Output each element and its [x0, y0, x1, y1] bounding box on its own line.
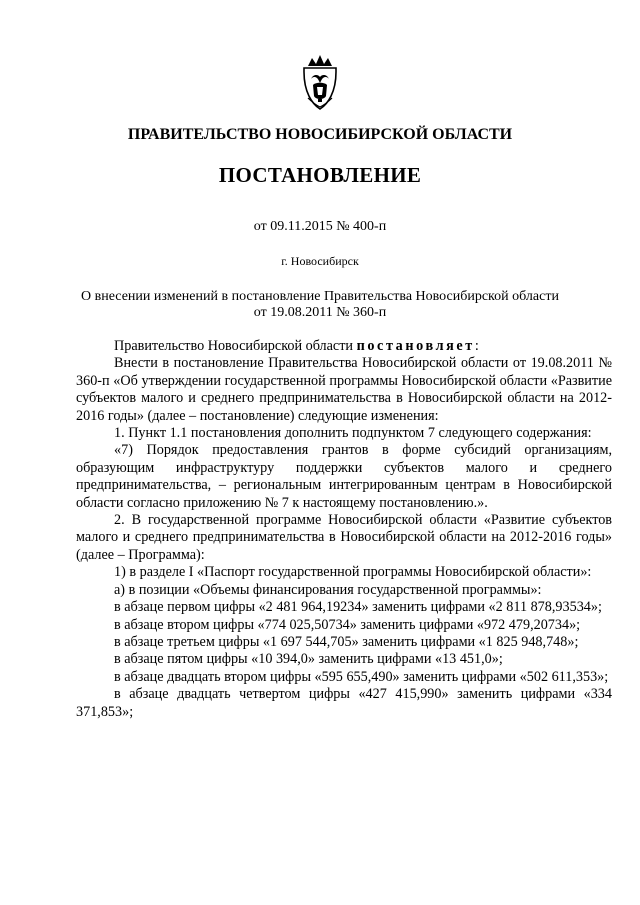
document-subject-line-2: от 19.08.2011 № 360-п: [253, 305, 387, 320]
body-paragraph: в абзаце втором цифры «774 025,50734» заменить цифрами «972 479,20734»;: [114, 616, 581, 633]
body-paragraph: в абзаце первом цифры «2 481 964,19234» заменить цифрами «2 811 878,93534»;: [114, 599, 602, 616]
body-paragraph: «7) Порядок предоставления грантов в форме субсидий организациям, образующим инфраструктуру поддержки субъектов малого и среднего предпринимательства, – региональным интегрированным центрам в Новосибирской области согласно приложению № 7 к настоящему постановлению.».: [76, 442, 612, 511]
body-paragraph: а) в позиции «Объемы финансирования государственной программы»:: [114, 581, 542, 598]
document-type-title: ПОСТАНОВЛЕНИЕ: [218, 163, 422, 187]
coat-of-arms-icon: [300, 52, 340, 112]
decree-intro: [76, 338, 612, 355]
body-paragraph: 1. Пункт 1.1 постановления дополнить подпунктом 7 следующего содержания:: [114, 425, 592, 442]
organization-title: ПРАВИТЕЛЬСТВО НОВОСИБИРСКОЙ ОБЛАСТИ: [127, 126, 513, 143]
decree-verb: постановляет: [356, 338, 475, 354]
body-paragraph: 2. В государственной программе Новосибирской области «Развитие субъектов малого и среднего предпринимательства в Новосибирской области на 2012-2016 годы» (далее – Программа):: [76, 512, 612, 563]
body-paragraph: Внести в постановление Правительства Новосибирской области от 19.08.2011 № 360-п «Об утверждении государственной программы Новосибирской области «Развитие субъектов малого и среднего предпринимательства в Новосибирской области на 2012-2016 годы» (далее – постановление) следующие изменения:: [76, 355, 612, 424]
body-paragraph: в абзаце третьем цифры «1 697 544,705» заменить цифрами «1 825 948,748»;: [114, 633, 579, 650]
body-paragraph: 1) в разделе I «Паспорт государственной программы Новосибирской области»:: [114, 564, 592, 581]
body-paragraph: в абзаце двадцать втором цифры «595 655,490» заменить цифрами «502 611,353»;: [114, 668, 609, 685]
decree-intro-text: Правительство Новосибирской области: [114, 338, 357, 354]
decree-colon: :: [474, 338, 479, 354]
document-subject-line-1: О внесении изменений в постановление Правительства Новосибирской области: [81, 289, 559, 304]
document-date-number: от 09.11.2015 № 400-п: [253, 219, 387, 234]
document-city: г. Новосибирск: [281, 254, 359, 268]
body-paragraph: в абзаце пятом цифры «10 394,0» заменить цифрами «13 451,0»;: [114, 651, 503, 668]
document-body: [76, 338, 612, 721]
body-paragraph: в абзаце двадцать четвертом цифры «427 415,990» заменить цифрами «334 371,853»;: [76, 686, 612, 720]
